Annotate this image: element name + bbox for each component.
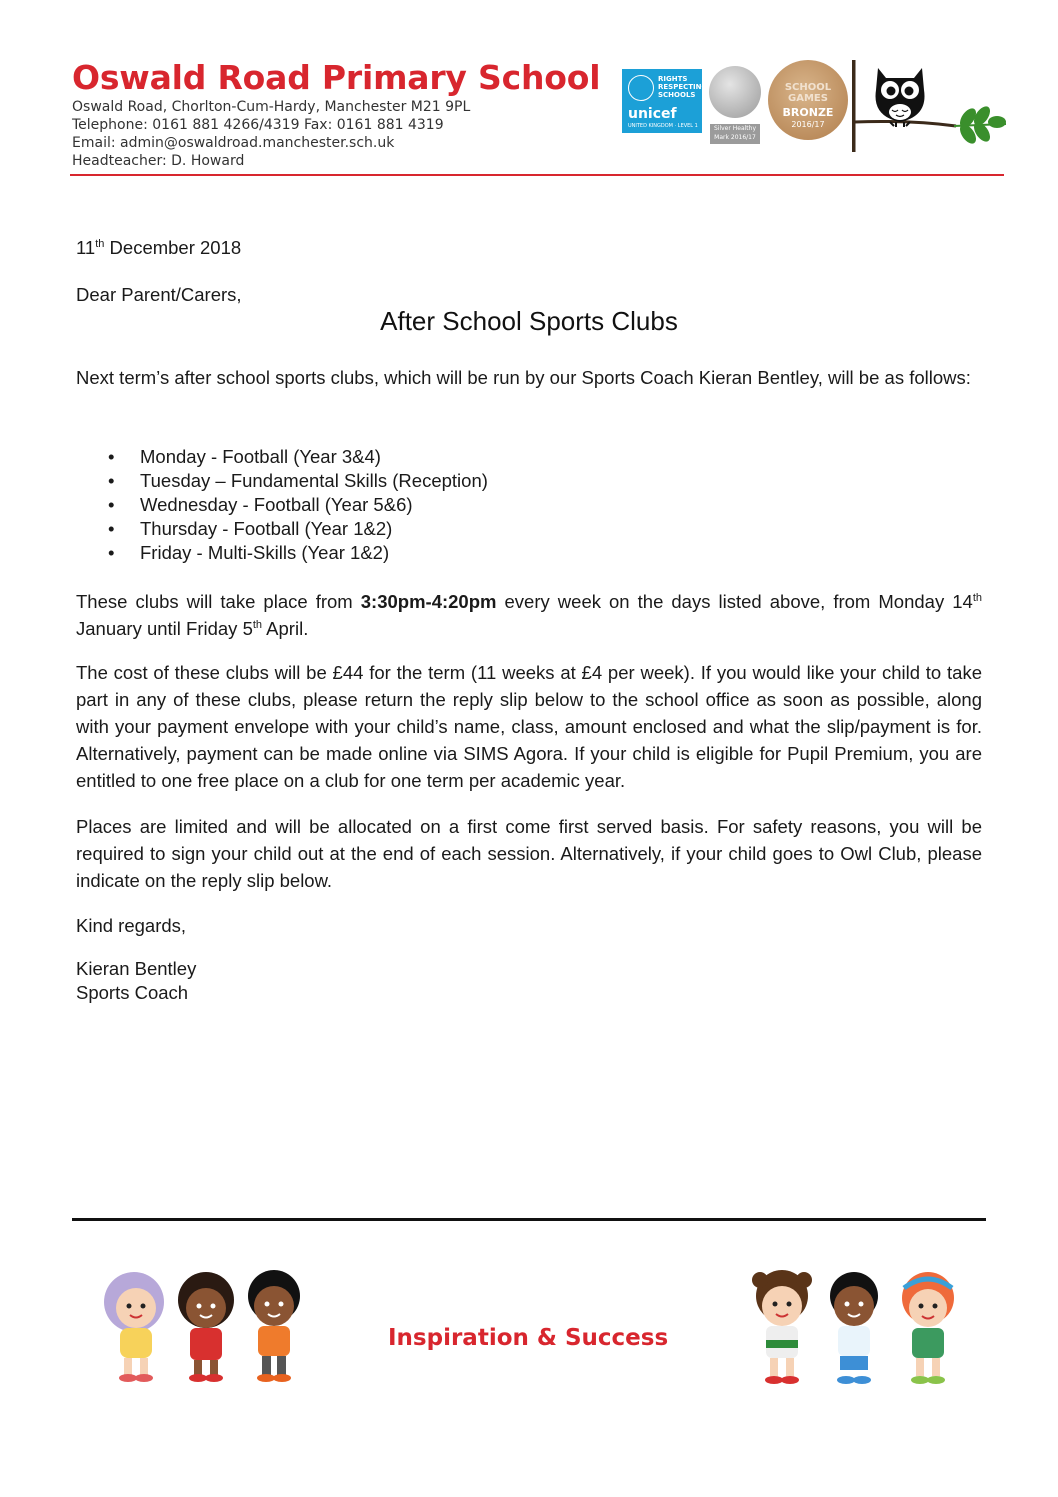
school-motto: Inspiration & Success — [388, 1325, 669, 1351]
rights-title: RIGHTS RESPECTING SCHOOLS — [658, 75, 708, 99]
school-telephone: Telephone: 0161 881 4266/4319 Fax: 0161 881 4319 — [72, 117, 444, 133]
school-games-badge — [768, 60, 848, 140]
children-illustration-icon — [746, 1262, 968, 1390]
list-item: • Monday - Football (Year 3&4) — [108, 446, 381, 467]
salutation: Dear Parent/Carers, — [76, 284, 242, 305]
globe-icon — [628, 75, 654, 101]
owl-logo-icon — [850, 60, 1008, 154]
school-email: Email: admin@oswaldroad.manchester.sch.uk — [72, 135, 395, 151]
children-illustration-icon — [96, 1262, 312, 1388]
school-games-year: 2016/17 — [791, 120, 825, 129]
healthy-mark-plate: Silver Healthy Mark 2016/17 — [710, 124, 760, 144]
list-item: • Wednesday - Football (Year 5&6) — [108, 494, 413, 515]
school-games-title: SCHOOL GAMES — [784, 82, 832, 104]
school-address: Oswald Road, Chorlton-Cum-Hardy, Manchester M21 9PL — [72, 99, 471, 115]
signature-block — [76, 957, 196, 1005]
unicef-label: unicef — [628, 106, 677, 122]
unicef-sub: UNITED KINGDOM · LEVEL 1 — [628, 123, 698, 129]
signer-name: Kieran Bentley — [76, 958, 197, 979]
letter-title: After School Sports Clubs — [380, 306, 678, 336]
list-item: • Thursday - Football (Year 1&2) — [108, 518, 393, 539]
school-name: Oswald Road Primary School — [72, 58, 601, 97]
places-paragraph: Places are limited and will be allocated on a first come first served basis. For safety reasons, you will be required to sign your child out at the end of each session. Alternatively, if your child goes to Owl Club, please indicate on the reply slip below. — [76, 816, 982, 891]
healthy-mark-badge — [707, 66, 763, 146]
letter-date: 11th December 2018 — [76, 237, 242, 258]
rights-respecting-badge — [622, 69, 708, 133]
healthy-mark-emblem — [709, 66, 761, 118]
signer-role: Sports Coach — [76, 982, 189, 1003]
list-item: • Friday - Multi-Skills (Year 1&2) — [108, 542, 390, 563]
list-item: • Tuesday – Fundamental Skills (Reception) — [108, 470, 488, 491]
closing: Kind regards, — [76, 915, 187, 936]
club-schedule-list — [108, 445, 488, 565]
cost-paragraph: The cost of these clubs will be £44 for the term (11 weeks at £4 per week). If you would like your child to take part in any of these clubs, please return the reply slip below to the school office as soon as possible, along with your payment envelope with your child’s name, class, amount enclosed and what the slip/payment is for. Alternatively, payment can be made online via SIMS Agora. If your child is eligible for Pupil Premium, you are entitled to one free place on a club for one term per academic year. — [76, 662, 982, 791]
school-games-level: BRONZE — [782, 106, 834, 119]
footer-divider — [72, 1218, 986, 1221]
intro-paragraph: Next term’s after school sports clubs, which will be run by our Sports Coach Kieran Bentley, will be as follows: — [76, 367, 971, 388]
schedule-paragraph: These clubs will take place from 3:30pm-4:20pm every week on the days listed above, from Monday 14th January until Friday 5th April. — [76, 591, 982, 639]
headteacher: Headteacher: D. Howard — [72, 153, 245, 169]
leaf-branch-icon — [954, 104, 1006, 147]
header-divider — [70, 174, 1004, 176]
